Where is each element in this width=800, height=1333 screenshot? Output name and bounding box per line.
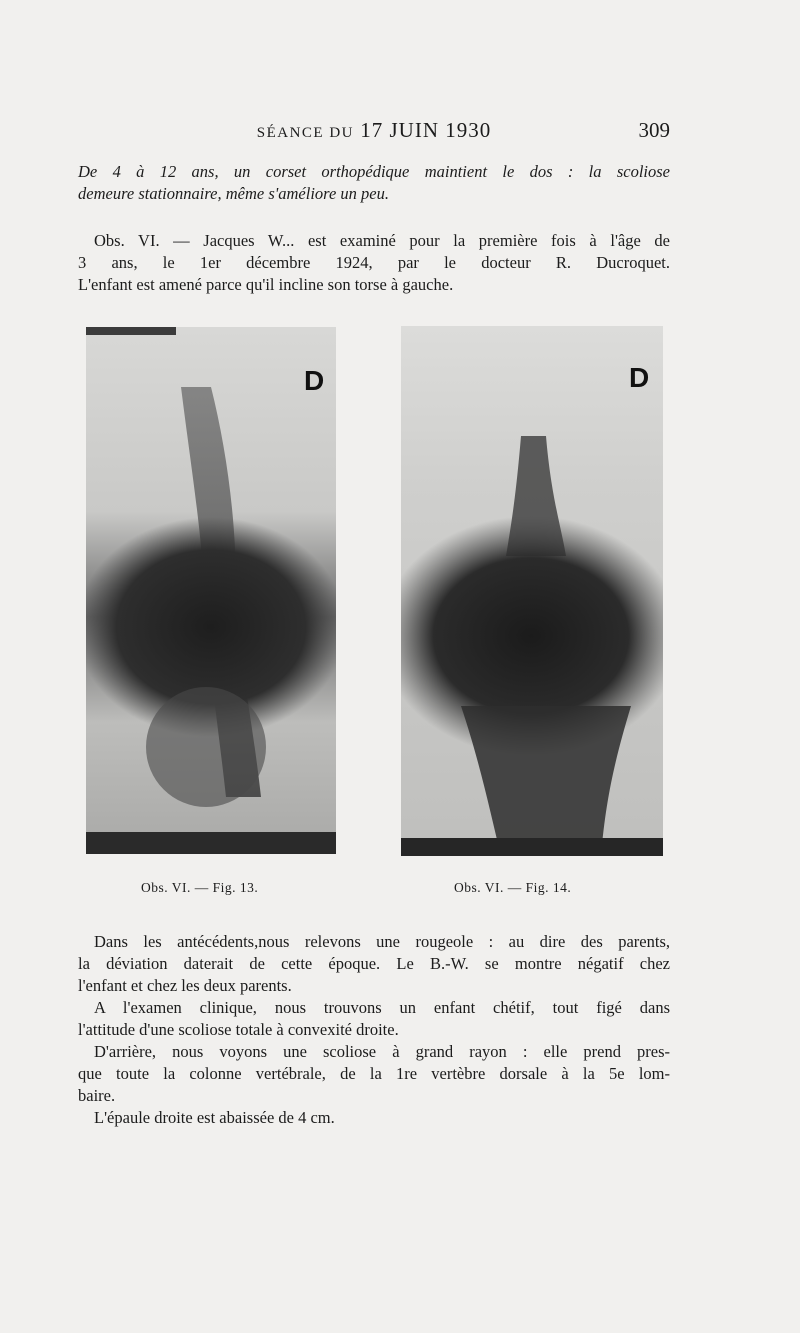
body-paragraph-history <box>78 931 670 997</box>
body-paragraph-shoulder <box>78 1107 670 1129</box>
figure-caption-13: Obs. VI. — Fig. 13. <box>141 880 259 895</box>
text-line: baire. <box>78 1086 116 1105</box>
header-title-date: 17 JUIN 1930 <box>360 118 492 142</box>
figure-caption-14: Obs. VI. — Fig. 14. <box>454 880 572 895</box>
text-line: De 4 à 12 ans, un corset orthopédique maintient le dos : la scoliose <box>78 162 670 181</box>
text-line: L'enfant est amené parce qu'il incline son torse à gauche. <box>78 275 454 294</box>
text-line: demeure stationnaire, même s'améliore un peu. <box>78 184 390 203</box>
header-title <box>78 118 670 143</box>
header-title-prefix: SÉANCE DU <box>256 125 354 141</box>
xray-image-13 <box>86 327 336 854</box>
text-line: que toute la colonne vertébrale, de la 1re vertèbre dorsale à la 5e lom- <box>78 1064 670 1083</box>
text-line: la déviation daterait de cette époque. Le B.-W. se montre négatif chez <box>78 954 670 973</box>
body-paragraph-clinical <box>78 997 670 1041</box>
d-marker: D <box>629 362 650 393</box>
text-line: L'épaule droite est abaissée de 4 cm. <box>94 1108 335 1127</box>
running-header <box>78 118 670 148</box>
observation-paragraph <box>78 230 670 296</box>
text-line: l'enfant et chez les deux parents. <box>78 976 292 995</box>
intro-paragraph <box>78 161 670 205</box>
d-marker: D <box>304 365 325 396</box>
body-paragraph-posterior <box>78 1041 670 1107</box>
xray-figure-14 <box>401 326 663 856</box>
text-line: A l'examen clinique, nous trouvons un enfant chétif, tout figé dans <box>94 998 670 1017</box>
text-line: 3 ans, le 1er décembre 1924, par le docteur R. Ducroquet. <box>78 253 670 272</box>
text-line: l'attitude d'une scoliose totale à convexité droite. <box>78 1020 399 1039</box>
text-line: Obs. VI. — Jacques W... est examiné pour la première fois à l'âge de <box>94 231 670 250</box>
page-number: 309 <box>638 118 670 142</box>
xray-image-14 <box>401 326 663 856</box>
text-line: D'arrière, nous voyons une scoliose à grand rayon : elle prend pres- <box>94 1042 670 1061</box>
xray-figure-13 <box>86 327 336 854</box>
text-line: Dans les antécédents,nous relevons une rougeole : au dire des parents, <box>94 932 670 951</box>
